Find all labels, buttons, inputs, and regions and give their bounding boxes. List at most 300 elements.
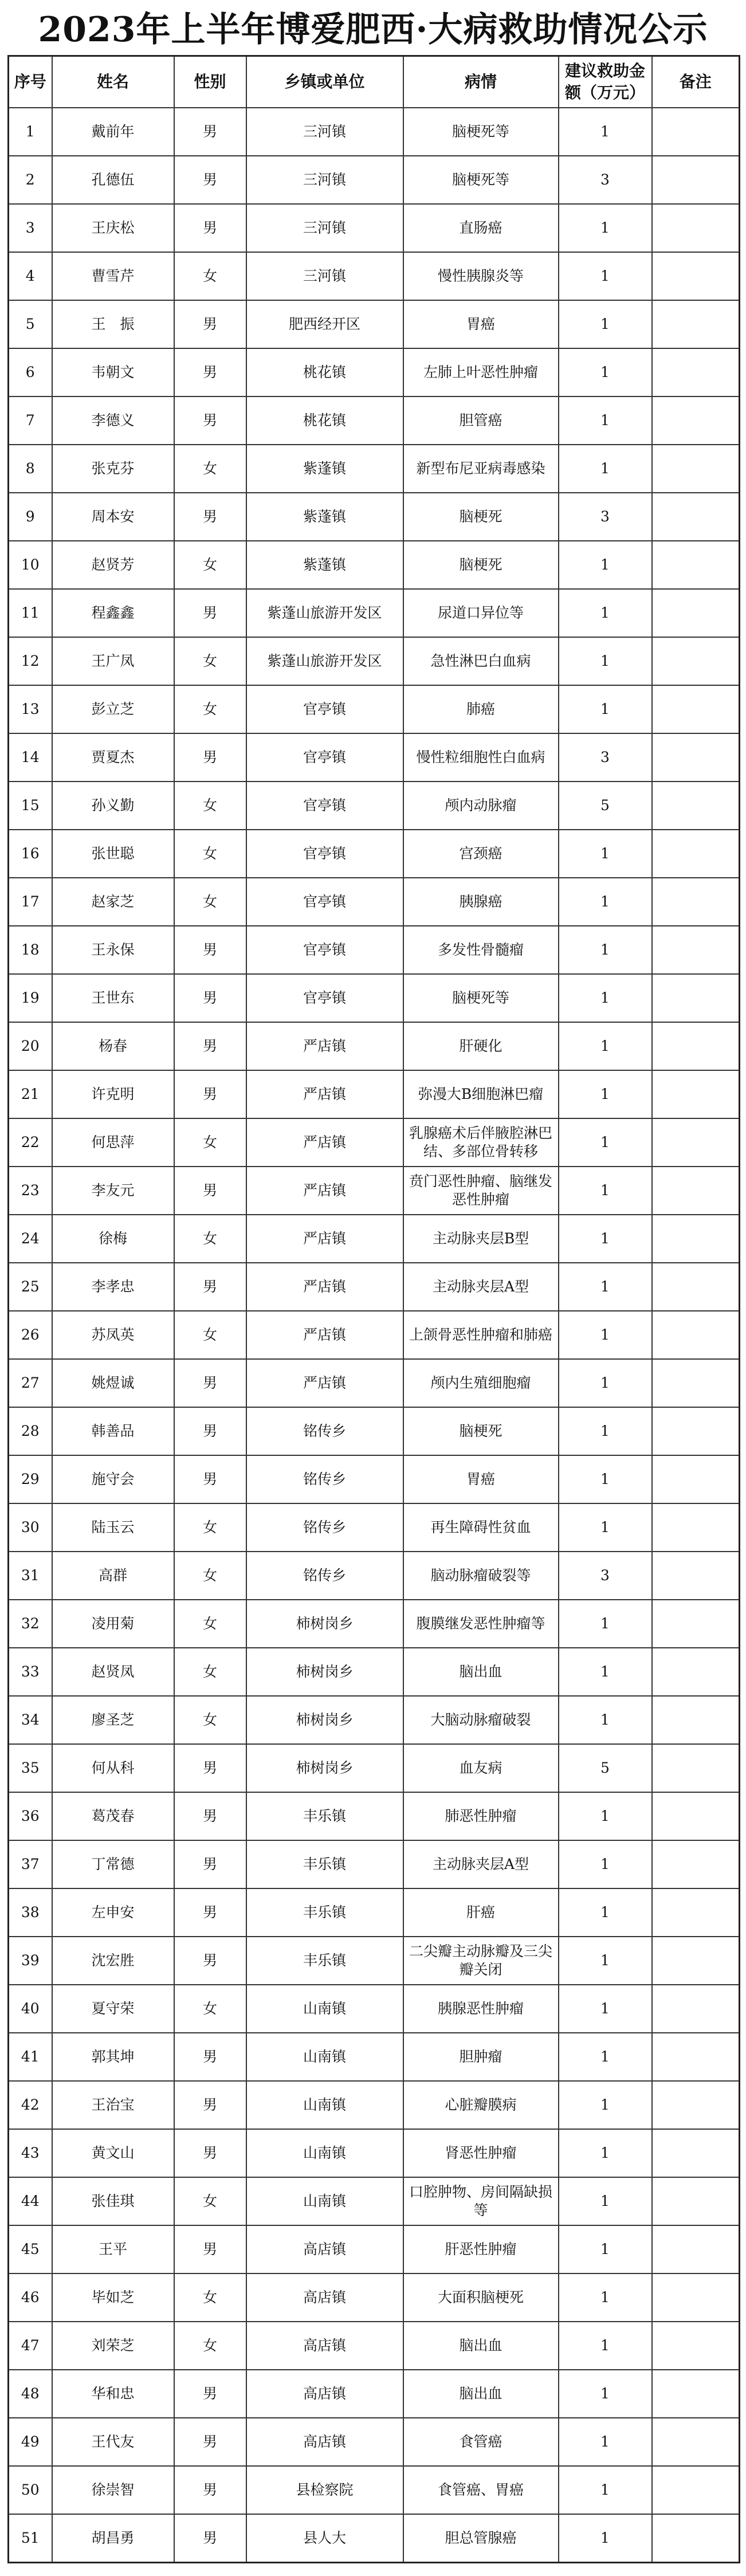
cell-no: 2 — [9, 156, 52, 204]
cell-sex: 男 — [174, 2225, 246, 2273]
cell-note — [652, 1359, 740, 1407]
cell-sex: 女 — [174, 1118, 246, 1167]
cell-sex: 女 — [174, 1600, 246, 1648]
cell-sex: 男 — [174, 1167, 246, 1215]
cell-town: 严店镇 — [246, 1070, 403, 1118]
cell-disease: 直肠癌 — [403, 204, 559, 252]
table-row — [9, 2273, 740, 2322]
cell-amount: 1 — [559, 2370, 652, 2418]
cell-note — [652, 1744, 740, 1792]
cell-town: 县检察院 — [246, 2466, 403, 2514]
cell-note — [652, 300, 740, 348]
cell-no: 14 — [9, 733, 52, 782]
cell-disease: 慢性胰腺炎等 — [403, 252, 559, 300]
cell-amount: 1 — [559, 348, 652, 396]
cell-amount: 1 — [559, 1503, 652, 1552]
cell-sex: 女 — [174, 685, 246, 733]
table-row — [9, 348, 740, 396]
cell-sex: 男 — [174, 1744, 246, 1792]
cell-no: 26 — [9, 1311, 52, 1359]
cell-amount: 1 — [559, 1215, 652, 1263]
cell-disease: 弥漫大B细胞淋巴瘤 — [403, 1070, 559, 1118]
cell-name: 丁常德 — [52, 1840, 174, 1888]
cell-name: 左申安 — [52, 1888, 174, 1937]
cell-disease: 脑动脉瘤破裂等 — [403, 1552, 559, 1600]
table-row — [9, 1503, 740, 1552]
cell-sex: 男 — [174, 2081, 246, 2129]
cell-name: 戴前年 — [52, 108, 174, 156]
cell-town: 官亭镇 — [246, 974, 403, 1022]
cell-no: 35 — [9, 1744, 52, 1792]
cell-sex: 女 — [174, 2273, 246, 2322]
cell-sex: 男 — [174, 589, 246, 637]
cell-town: 严店镇 — [246, 1263, 403, 1311]
cell-note — [652, 1070, 740, 1118]
cell-no: 41 — [9, 2033, 52, 2081]
cell-sex: 男 — [174, 2466, 246, 2514]
cell-no: 42 — [9, 2081, 52, 2129]
cell-sex: 女 — [174, 1648, 246, 1696]
cell-note — [652, 252, 740, 300]
cell-amount: 5 — [559, 782, 652, 830]
cell-amount: 1 — [559, 830, 652, 878]
cell-amount: 1 — [559, 1696, 652, 1744]
table-row — [9, 2225, 740, 2273]
table-row — [9, 1792, 740, 1840]
cell-amount: 1 — [559, 2418, 652, 2466]
cell-town: 官亭镇 — [246, 685, 403, 733]
cell-town: 紫蓬山旅游开发区 — [246, 589, 403, 637]
cell-amount: 5 — [559, 1744, 652, 1792]
cell-note — [652, 1937, 740, 1985]
cell-amount: 1 — [559, 2273, 652, 2322]
cell-town: 紫蓬山旅游开发区 — [246, 637, 403, 685]
table-row — [9, 685, 740, 733]
cell-sex: 男 — [174, 396, 246, 445]
cell-note — [652, 2418, 740, 2466]
table-row — [9, 782, 740, 830]
cell-disease: 脑梗死等 — [403, 156, 559, 204]
header-disease: 病情 — [403, 56, 559, 108]
cell-town: 山南镇 — [246, 1985, 403, 2033]
cell-sex: 女 — [174, 782, 246, 830]
cell-no: 28 — [9, 1407, 52, 1455]
cell-disease: 脑出血 — [403, 2322, 559, 2370]
cell-no: 20 — [9, 1022, 52, 1070]
cell-amount: 1 — [559, 1167, 652, 1215]
cell-amount: 1 — [559, 926, 652, 974]
cell-disease: 主动脉夹层B型 — [403, 1215, 559, 1263]
cell-disease: 心脏瓣膜病 — [403, 2081, 559, 2129]
table-row — [9, 1455, 740, 1503]
cell-note — [652, 2322, 740, 2370]
cell-town: 三河镇 — [246, 204, 403, 252]
cell-town: 官亭镇 — [246, 733, 403, 782]
cell-town: 高店镇 — [246, 2225, 403, 2273]
cell-town: 紫蓬镇 — [246, 541, 403, 589]
cell-amount: 1 — [559, 685, 652, 733]
cell-sex: 女 — [174, 1503, 246, 1552]
cell-disease: 脑梗死 — [403, 1407, 559, 1455]
cell-no: 33 — [9, 1648, 52, 1696]
cell-amount: 1 — [559, 1070, 652, 1118]
cell-amount: 1 — [559, 2466, 652, 2514]
cell-disease: 大面积脑梗死 — [403, 2273, 559, 2322]
cell-sex: 男 — [174, 2033, 246, 2081]
cell-note — [652, 2514, 740, 2563]
table-row — [9, 2129, 740, 2177]
cell-name: 曹雪芹 — [52, 252, 174, 300]
table-row — [9, 2177, 740, 2225]
cell-disease: 肝硬化 — [403, 1022, 559, 1070]
cell-disease: 肾恶性肿瘤 — [403, 2129, 559, 2177]
cell-name: 彭立芝 — [52, 685, 174, 733]
cell-note — [652, 1167, 740, 1215]
cell-note — [652, 1455, 740, 1503]
cell-amount: 1 — [559, 204, 652, 252]
table-row — [9, 1696, 740, 1744]
cell-name: 刘荣芝 — [52, 2322, 174, 2370]
cell-disease: 肺恶性肿瘤 — [403, 1792, 559, 1840]
cell-no: 27 — [9, 1359, 52, 1407]
cell-amount: 1 — [559, 108, 652, 156]
cell-sex: 女 — [174, 252, 246, 300]
cell-amount: 1 — [559, 2081, 652, 2129]
cell-disease: 尿道口异位等 — [403, 589, 559, 637]
cell-sex: 男 — [174, 1070, 246, 1118]
table-row — [9, 1600, 740, 1648]
cell-town: 三河镇 — [246, 252, 403, 300]
cell-town: 严店镇 — [246, 1118, 403, 1167]
cell-name: 张世聪 — [52, 830, 174, 878]
cell-note — [652, 445, 740, 493]
cell-no: 21 — [9, 1070, 52, 1118]
cell-town: 三河镇 — [246, 156, 403, 204]
table-row — [9, 1648, 740, 1696]
cell-no: 15 — [9, 782, 52, 830]
cell-no: 24 — [9, 1215, 52, 1263]
table-row — [9, 2081, 740, 2129]
cell-note — [652, 1407, 740, 1455]
cell-note — [652, 637, 740, 685]
table-row — [9, 156, 740, 204]
header-name: 姓名 — [52, 56, 174, 108]
cell-disease: 脑梗死等 — [403, 108, 559, 156]
cell-disease: 宫颈癌 — [403, 830, 559, 878]
cell-name: 胡昌勇 — [52, 2514, 174, 2563]
cell-sex: 女 — [174, 830, 246, 878]
cell-amount: 1 — [559, 300, 652, 348]
cell-sex: 男 — [174, 1263, 246, 1311]
cell-note — [652, 204, 740, 252]
cell-note — [652, 1552, 740, 1600]
cell-name: 孙义勤 — [52, 782, 174, 830]
cell-sex: 女 — [174, 1696, 246, 1744]
cell-sex: 女 — [174, 445, 246, 493]
cell-name: 凌用菊 — [52, 1600, 174, 1648]
cell-no: 19 — [9, 974, 52, 1022]
cell-town: 柿树岗乡 — [246, 1696, 403, 1744]
cell-no: 5 — [9, 300, 52, 348]
cell-disease: 二尖瓣主动脉瓣及三尖瓣关闭 — [403, 1937, 559, 1985]
table-row — [9, 637, 740, 685]
cell-disease: 脑梗死等 — [403, 974, 559, 1022]
cell-sex: 女 — [174, 2177, 246, 2225]
cell-note — [652, 1648, 740, 1696]
cell-no: 29 — [9, 1455, 52, 1503]
cell-no: 3 — [9, 204, 52, 252]
cell-disease: 脑出血 — [403, 1648, 559, 1696]
cell-no: 36 — [9, 1792, 52, 1840]
cell-disease: 再生障碍性贫血 — [403, 1503, 559, 1552]
table-row — [9, 733, 740, 782]
table-row — [9, 1359, 740, 1407]
cell-amount: 1 — [559, 396, 652, 445]
cell-amount: 1 — [559, 252, 652, 300]
cell-disease: 食管癌、胃癌 — [403, 2466, 559, 2514]
cell-town: 山南镇 — [246, 2033, 403, 2081]
cell-no: 37 — [9, 1840, 52, 1888]
cell-town: 铭传乡 — [246, 1503, 403, 1552]
cell-note — [652, 589, 740, 637]
table-row — [9, 2418, 740, 2466]
table-row — [9, 541, 740, 589]
cell-note — [652, 782, 740, 830]
cell-no: 7 — [9, 396, 52, 445]
cell-sex: 男 — [174, 1455, 246, 1503]
cell-town: 严店镇 — [246, 1167, 403, 1215]
cell-amount: 1 — [559, 1455, 652, 1503]
cell-no: 48 — [9, 2370, 52, 2418]
cell-name: 王广凤 — [52, 637, 174, 685]
cell-amount: 1 — [559, 1118, 652, 1167]
table-row — [9, 2370, 740, 2418]
table-row — [9, 2033, 740, 2081]
table-row — [9, 493, 740, 541]
cell-sex: 男 — [174, 493, 246, 541]
cell-name: 华和忠 — [52, 2370, 174, 2418]
table-row — [9, 2322, 740, 2370]
cell-amount: 3 — [559, 156, 652, 204]
cell-sex: 男 — [174, 300, 246, 348]
cell-sex: 女 — [174, 1985, 246, 2033]
cell-disease: 慢性粒细胞性白血病 — [403, 733, 559, 782]
table-row — [9, 1937, 740, 1985]
cell-amount: 1 — [559, 589, 652, 637]
table-row — [9, 1888, 740, 1937]
cell-sex: 男 — [174, 156, 246, 204]
cell-no: 38 — [9, 1888, 52, 1937]
cell-amount: 1 — [559, 1311, 652, 1359]
cell-town: 高店镇 — [246, 2322, 403, 2370]
cell-name: 何思萍 — [52, 1118, 174, 1167]
cell-note — [652, 541, 740, 589]
cell-sex: 男 — [174, 108, 246, 156]
cell-name: 贾夏杰 — [52, 733, 174, 782]
cell-sex: 男 — [174, 2370, 246, 2418]
cell-town: 柿树岗乡 — [246, 1648, 403, 1696]
cell-name: 李友元 — [52, 1167, 174, 1215]
cell-disease: 脑梗死 — [403, 493, 559, 541]
cell-no: 16 — [9, 830, 52, 878]
table-row — [9, 1215, 740, 1263]
cell-amount: 1 — [559, 1792, 652, 1840]
cell-no: 46 — [9, 2273, 52, 2322]
cell-town: 山南镇 — [246, 2129, 403, 2177]
cell-town: 柿树岗乡 — [246, 1600, 403, 1648]
cell-disease: 脑梗死 — [403, 541, 559, 589]
cell-amount: 1 — [559, 1600, 652, 1648]
cell-name: 王治宝 — [52, 2081, 174, 2129]
cell-name: 孔德伍 — [52, 156, 174, 204]
cell-disease: 脑出血 — [403, 2370, 559, 2418]
cell-name: 廖圣芝 — [52, 1696, 174, 1744]
cell-note — [652, 1792, 740, 1840]
cell-town: 肥西经开区 — [246, 300, 403, 348]
cell-sex: 女 — [174, 2322, 246, 2370]
cell-name: 施守会 — [52, 1455, 174, 1503]
cell-name: 张佳琪 — [52, 2177, 174, 2225]
cell-no: 22 — [9, 1118, 52, 1167]
cell-disease: 胰腺癌 — [403, 878, 559, 926]
cell-name: 徐崇智 — [52, 2466, 174, 2514]
cell-no: 4 — [9, 252, 52, 300]
cell-amount: 1 — [559, 2225, 652, 2273]
cell-note — [652, 2129, 740, 2177]
cell-town: 三河镇 — [246, 108, 403, 156]
cell-disease: 胆总管腺癌 — [403, 2514, 559, 2563]
page-title: 2023年上半年博爱肥西·大病救助情况公示 — [38, 10, 708, 50]
cell-note — [652, 1118, 740, 1167]
cell-amount: 1 — [559, 445, 652, 493]
cell-no: 12 — [9, 637, 52, 685]
cell-sex: 男 — [174, 926, 246, 974]
cell-no: 50 — [9, 2466, 52, 2514]
cell-note — [652, 926, 740, 974]
cell-note — [652, 1263, 740, 1311]
cell-sex: 男 — [174, 1888, 246, 1937]
cell-name: 程鑫鑫 — [52, 589, 174, 637]
cell-no: 10 — [9, 541, 52, 589]
cell-amount: 1 — [559, 1263, 652, 1311]
cell-disease: 上颌骨恶性肿瘤和肺癌 — [403, 1311, 559, 1359]
cell-amount: 1 — [559, 1937, 652, 1985]
cell-name: 张克芬 — [52, 445, 174, 493]
cell-name: 姚煜诚 — [52, 1359, 174, 1407]
cell-name: 许克明 — [52, 1070, 174, 1118]
table-row — [9, 1311, 740, 1359]
cell-name: 郭其坤 — [52, 2033, 174, 2081]
cell-note — [652, 2370, 740, 2418]
cell-name: 黄文山 — [52, 2129, 174, 2177]
table-row — [9, 204, 740, 252]
cell-no: 13 — [9, 685, 52, 733]
cell-town: 紫蓬镇 — [246, 445, 403, 493]
cell-note — [652, 1022, 740, 1070]
cell-disease: 多发性骨髓瘤 — [403, 926, 559, 974]
cell-note — [652, 2273, 740, 2322]
cell-disease: 胰腺恶性肿瘤 — [403, 1985, 559, 2033]
cell-name: 李孝忠 — [52, 1263, 174, 1311]
cell-name: 赵家芝 — [52, 878, 174, 926]
cell-disease: 左肺上叶恶性肿瘤 — [403, 348, 559, 396]
cell-no: 9 — [9, 493, 52, 541]
cell-no: 8 — [9, 445, 52, 493]
cell-sex: 女 — [174, 1311, 246, 1359]
table-row — [9, 108, 740, 156]
cell-amount: 1 — [559, 1359, 652, 1407]
cell-town: 县人大 — [246, 2514, 403, 2563]
cell-disease: 颅内动脉瘤 — [403, 782, 559, 830]
cell-name: 李德义 — [52, 396, 174, 445]
cell-name: 王庆松 — [52, 204, 174, 252]
cell-name: 夏守荣 — [52, 1985, 174, 2033]
cell-name: 王 振 — [52, 300, 174, 348]
cell-amount: 3 — [559, 1552, 652, 1600]
cell-note — [652, 2466, 740, 2514]
cell-town: 丰乐镇 — [246, 1888, 403, 1937]
table-row — [9, 252, 740, 300]
cell-name: 沈宏胜 — [52, 1937, 174, 1985]
cell-sex: 男 — [174, 1937, 246, 1985]
cell-amount: 1 — [559, 2129, 652, 2177]
cell-note — [652, 1888, 740, 1937]
cell-disease: 腹膜继发恶性肿瘤等 — [403, 1600, 559, 1648]
cell-sex: 男 — [174, 204, 246, 252]
cell-sex: 男 — [174, 1840, 246, 1888]
cell-name: 高群 — [52, 1552, 174, 1600]
cell-name: 王代友 — [52, 2418, 174, 2466]
header-note: 备注 — [652, 56, 740, 108]
cell-amount: 1 — [559, 2033, 652, 2081]
cell-town: 官亭镇 — [246, 830, 403, 878]
cell-sex: 女 — [174, 637, 246, 685]
cell-amount: 1 — [559, 2322, 652, 2370]
cell-sex: 男 — [174, 348, 246, 396]
cell-note — [652, 830, 740, 878]
cell-no: 51 — [9, 2514, 52, 2563]
cell-sex: 男 — [174, 1022, 246, 1070]
cell-town: 官亭镇 — [246, 782, 403, 830]
table-body — [9, 108, 740, 2563]
cell-disease: 肝癌 — [403, 1888, 559, 1937]
table-row — [9, 878, 740, 926]
cell-sex: 男 — [174, 2418, 246, 2466]
cell-note — [652, 1696, 740, 1744]
cell-sex: 男 — [174, 1407, 246, 1455]
cell-name: 苏凤英 — [52, 1311, 174, 1359]
cell-note — [652, 493, 740, 541]
cell-town: 桃花镇 — [246, 396, 403, 445]
cell-note — [652, 396, 740, 445]
cell-town: 丰乐镇 — [246, 1840, 403, 1888]
cell-name: 周本安 — [52, 493, 174, 541]
cell-amount: 1 — [559, 1648, 652, 1696]
header-no: 序号 — [9, 56, 52, 108]
cell-name: 韩善品 — [52, 1407, 174, 1455]
cell-note — [652, 1840, 740, 1888]
cell-no: 44 — [9, 2177, 52, 2225]
cell-sex: 男 — [174, 1359, 246, 1407]
cell-town: 柿树岗乡 — [246, 1744, 403, 1792]
cell-sex: 男 — [174, 2129, 246, 2177]
cell-no: 17 — [9, 878, 52, 926]
cell-town: 官亭镇 — [246, 926, 403, 974]
cell-town: 山南镇 — [246, 2081, 403, 2129]
cell-name: 王世东 — [52, 974, 174, 1022]
table-header-row — [9, 56, 740, 108]
cell-town: 高店镇 — [246, 2418, 403, 2466]
